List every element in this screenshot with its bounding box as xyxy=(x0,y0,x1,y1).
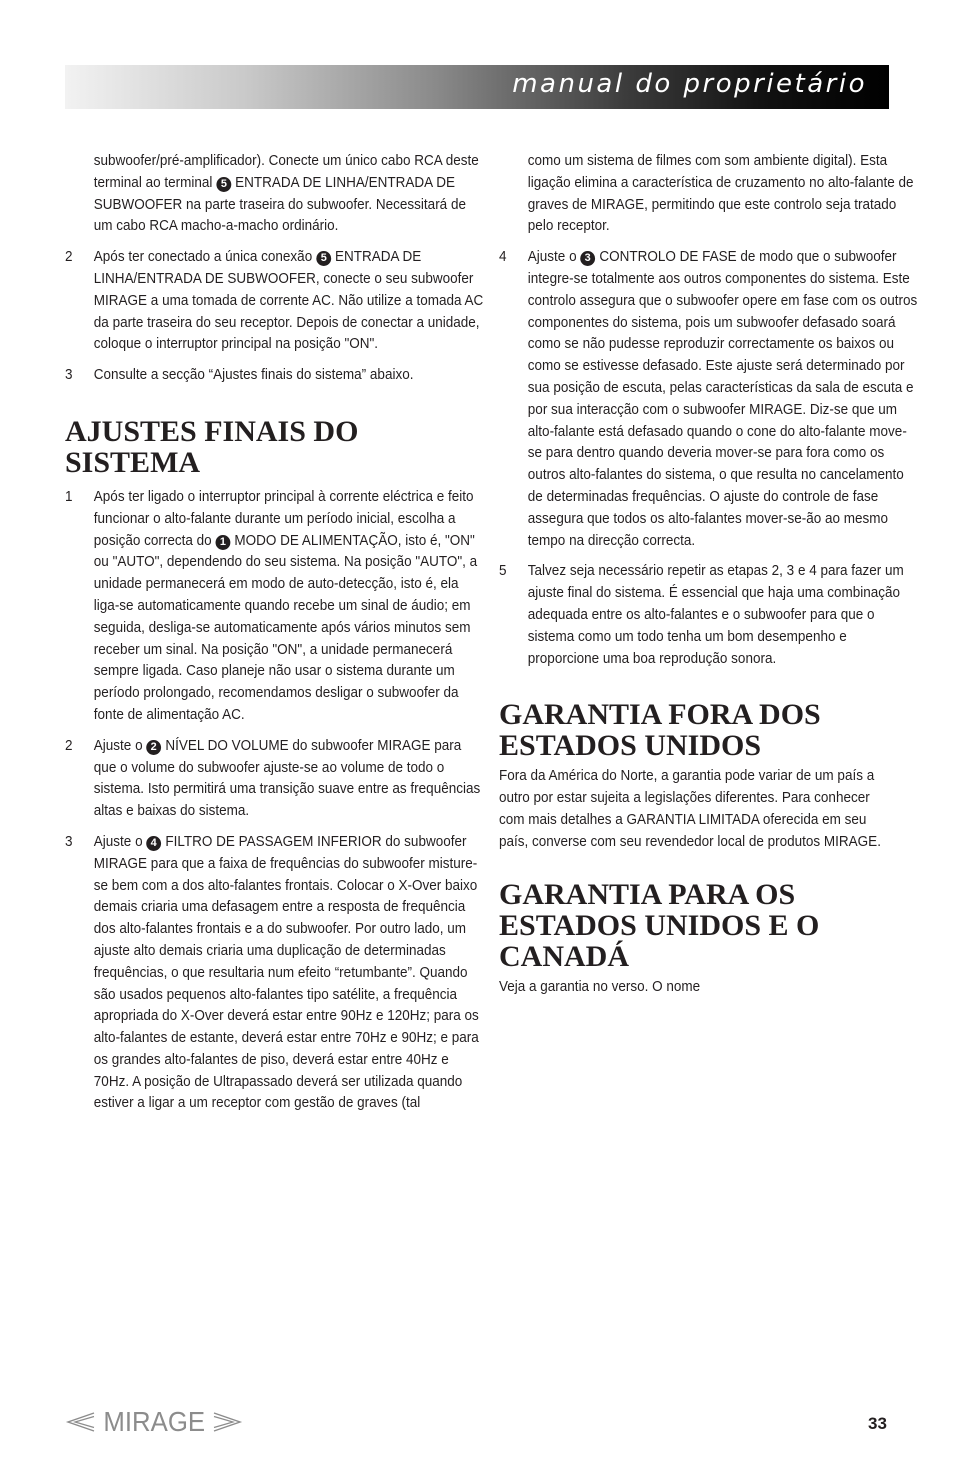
left-intro-paragraph: subwoofer/pré-amplificador). Conecte um único cabo RCA deste terminal ao terminal 5 ENTRADA DE LINHA/ENTRADA DE SUBWOOFER na parte traseira do subwoofer. Necessitará de um cabo RCA macho-a-macho ordinário. xyxy=(93,152,479,235)
list-number: 5 xyxy=(499,562,507,580)
list-item: 1 Após ter ligado o interruptor principal à corrente eléctrica e feito funcionar o alto-falante durante um período inicial, escolha a posição correcta do 1 MODO DE ALIMENTAÇÃO, isto é, "ON" ou "AUTO", dependendo do seu sistema. Na posição "AUTO", a unidade permanecerá em modo de auto-detecção, isto é, ela liga-se automaticamente quando recebe um sinal de áudio; em seguida, desliga-se automaticamente após vários minutos sem receber um sinal. Na posição "ON", a unidade permanecerá sempre ligada. Caso planeje não usar o sistema durante um período prolongado, recomendamos desligar o subwoofer da fonte de alimentação AC. xyxy=(65,487,478,723)
logo-text: MIRAGE xyxy=(103,1406,206,1437)
section-heading-ajustes: AJUSTES FINAIS DO SISTEMA xyxy=(65,414,359,479)
list-item: 3 Ajuste o 4 FILTRO DE PASSAGEM INFERIOR do subwoofer MIRAGE para que a faixa de frequências do subwoofer misture-se bem com a dos alto-falantes frontais. Colocar o X-Over baixo demais criaria uma defasagem entre a resposta de frequência dos alto-falantes frontais e a do subwoofer. Por outro lado, um ajuste alto demais criaria uma duplicação de determinadas frequências, o que resultaria num efeito “retumbante”. Quando são usados pequenos alto-falantes tipo satélite, a frequência apropriada do X-Over deverá estar entre 90Hz e 120Hz; para os alto-falantes de estante, deverá estar entre 70Hz e 90Hz; e para os grandes alto-falantes de piso, deverá estar entre 40Hz e 70Hz. A posição de Ultrapassado deverá ser utilizada quando estiver a ligar a um receptor com gestão de graves (tal xyxy=(65,832,479,1112)
number-badge-icon: 5 xyxy=(216,177,231,192)
number-badge-icon: 1 xyxy=(216,535,231,550)
warranty-usa-paragraph: Veja a garantia no verso. O nome xyxy=(499,977,701,995)
number-badge-icon: 2 xyxy=(147,740,162,755)
list-number: 3 xyxy=(65,366,73,384)
list-item: 2 Após ter conectado a única conexão 5 ENTRADA DE LINHA/ENTRADA DE SUBWOOFER, conecte o seu subwoofer MIRAGE a uma tomada de corrente AC. Não utilize a tomada AC da parte traseira do seu receptor. Depois de conectar a unidade, coloque o interruptor principal na posição "ON". xyxy=(65,248,484,353)
list-number: 2 xyxy=(65,248,73,266)
header-band xyxy=(65,65,889,109)
section-heading-garantia-eua-canada: GARANTIA PARA OS ESTADOS UNIDOS E O CANADÁ xyxy=(499,877,820,973)
list-number: 3 xyxy=(65,832,73,850)
section-heading-garantia-fora: GARANTIA FORA DOS ESTADOS UNIDOS xyxy=(499,698,821,763)
mirage-logo xyxy=(65,1405,243,1439)
number-badge-icon: 4 xyxy=(147,836,162,851)
list-number: 1 xyxy=(65,487,73,505)
left-column xyxy=(65,150,484,1123)
list-item: 2 Ajuste o 2 NÍVEL DO VOLUME do subwoofer MIRAGE para que o volume do subwoofer ajuste-se ao volume de todo o sistema. Isto permitirá uma transição suave entre as frequências altas e baixas do sistema. xyxy=(65,736,481,820)
list-number: 2 xyxy=(65,736,73,754)
logo-left-chevron-icon xyxy=(65,1410,95,1434)
list-item: 5 Talvez seja necessário repetir as etapas 2, 3 e 4 para fazer um ajuste final do sistema. É essencial que haja uma combinação adequada entre os alto-falantes e o subwoofer para que o sistema como um todo tenha um bom desempenho e proporcione uma boa reprodução sonora. xyxy=(499,562,904,667)
list-number: 4 xyxy=(499,248,507,266)
number-badge-icon: 3 xyxy=(581,251,596,266)
header-title: manual do proprietário xyxy=(512,69,867,99)
number-badge-icon: 5 xyxy=(316,251,331,266)
warranty-outside-paragraph: Fora da América do Norte, a garantia pode variar de um país a outro por estar sujeita a legislações diferentes. Para conhecer com mais detalhes a GARANTIA LIMITADA oferecida em seu país, converse com seu revendedor local de produtos MIRAGE. xyxy=(499,767,881,850)
list-item: 3 Consulte a secção “Ajustes finais do sistema” abaixo. xyxy=(65,364,486,386)
right-column xyxy=(499,150,918,1006)
list-item: 4 Ajuste o 3 CONTROLO DE FASE de modo que o subwoofer integre-se totalmente aos outros componentes do sistema. Este controlo assegura que o subwoofer opere em fase com os outros componentes do sistema, pois um subwoofer defasado soará como se não pudesse reproduzir correctamente os baixos ou como se estivesse defasado. Este ajuste será determinado por sua posição de escuta, pelas características da sala de escuta e por sua interacção com o subwoofer MIRAGE. Diz-se que um alto-falante está defasado quando o cone do alto-falante move-se para dentro quando deveria mover-se para fora como os outros alto-falantes do sistema, o que resulta no cancelamento de determinadas frequências. O ajuste do controle de fase assegura que todos os alto-falantes mover-se-ão ao mesmo tempo na direcção correcta. xyxy=(499,248,918,549)
logo-right-chevron-icon xyxy=(213,1410,243,1434)
right-intro-paragraph: como um sistema de filmes com som ambiente digital). Esta ligação elimina a característica de cruzamento no alto-falante de graves de MIRAGE, permitindo que este controlo seja tratado pelo receptor. xyxy=(527,152,914,235)
page-number: 33 xyxy=(868,1414,887,1433)
